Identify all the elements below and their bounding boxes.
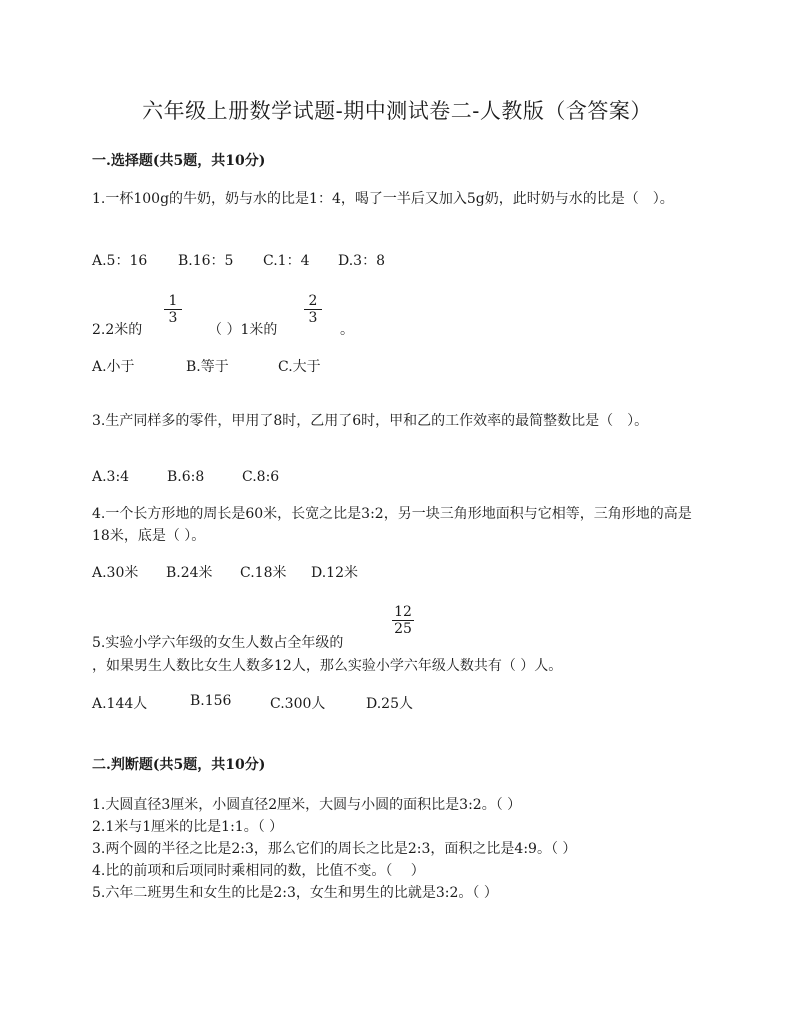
judge-item-2: 2.1米与1厘米的比是1:1。（ ） <box>92 819 284 835</box>
q1-option-b: B.16：5 <box>178 253 234 269</box>
q5-option-c: C.300人 <box>270 696 326 712</box>
question-5-line-2: ，如果男生人数比女生人数多12人，那么实验小学六年级人数共有（ ）人。 <box>92 658 563 674</box>
question-2-prefix: 2.2米的 <box>92 322 143 338</box>
judge-item-3: 3.两个圆的半径之比是2:3，那么它们的周长之比是2:3，面积之比是4:9。（ ） <box>92 841 577 857</box>
q1-option-a: A.5：16 <box>92 253 148 269</box>
question-5-line-1: 5.实验小学六年级的女生人数占全年级的 <box>92 635 344 651</box>
q2-fraction-1-denominator: 3 <box>168 310 178 326</box>
question-2-suffix: 。 <box>340 322 354 338</box>
q4-option-b: B.24米 <box>166 565 213 581</box>
q1-option-d: D.3：8 <box>338 253 385 269</box>
question-1: 1.一杯100g的牛奶，奶与水的比是1：4，喝了一半后又加入5g奶，此时奶与水的比是（ ）。 <box>92 191 674 207</box>
q2-fraction-2 <box>302 293 324 326</box>
q1-option-c: C.1：4 <box>263 253 310 269</box>
question-2-middle: （ ）1米的 <box>208 322 278 338</box>
q2-fraction-1-numerator: 1 <box>168 293 178 309</box>
judge-item-4: 4.比的前项和后项同时乘相同的数，比值不变。（ ） <box>92 863 425 879</box>
q2-option-c: C.大于 <box>278 359 321 375</box>
q5-fraction <box>390 604 416 637</box>
q3-option-b: B.6:8 <box>167 469 205 485</box>
q3-option-c: C.8:6 <box>242 469 280 485</box>
question-3: 3.生产同样多的零件，甲用了8时，乙用了6时，甲和乙的工作效率的最简整数比是（ ）。 <box>92 413 649 429</box>
q5-fraction-denominator: 25 <box>394 621 412 637</box>
judge-item-5: 5.六年二班男生和女生的比是2:3，女生和男生的比就是3:2。（ ） <box>92 885 498 901</box>
q2-option-b: B.等于 <box>186 359 229 375</box>
q5-option-a: A.144人 <box>92 696 148 712</box>
q5-option-d: D.25人 <box>366 696 413 712</box>
q5-fraction-numerator: 12 <box>394 604 412 620</box>
q2-fraction-1 <box>162 293 184 326</box>
q2-option-a: A.小于 <box>92 359 135 375</box>
q5-option-b: B.156 <box>190 693 232 709</box>
section-heading-judge: 二.判断题(共5题，共10分) <box>92 757 266 773</box>
question-4: 4.一个长方形地的周长是60米，长宽之比是3:2，另一块三角形地面积与它相等，三角形地的高是18米，底是（ ）。 <box>92 506 692 544</box>
q2-fraction-2-numerator: 2 <box>308 293 318 309</box>
judge-item-1: 1.大圆直径3厘米，小圆直径2厘米，大圆与小圆的面积比是3:2。（ ） <box>92 797 522 813</box>
q4-option-c: C.18米 <box>240 565 287 581</box>
q4-option-a: A.30米 <box>92 565 139 581</box>
page-title: 六年级上册数学试题-期中测试卷二-人教版（含答案） <box>142 99 652 123</box>
section-heading-choice: 一.选择题(共5题，共10分) <box>92 153 266 169</box>
q4-option-d: D.12米 <box>311 565 358 581</box>
q2-fraction-2-denominator: 3 <box>308 310 318 326</box>
q3-option-a: A.3:4 <box>92 469 130 485</box>
